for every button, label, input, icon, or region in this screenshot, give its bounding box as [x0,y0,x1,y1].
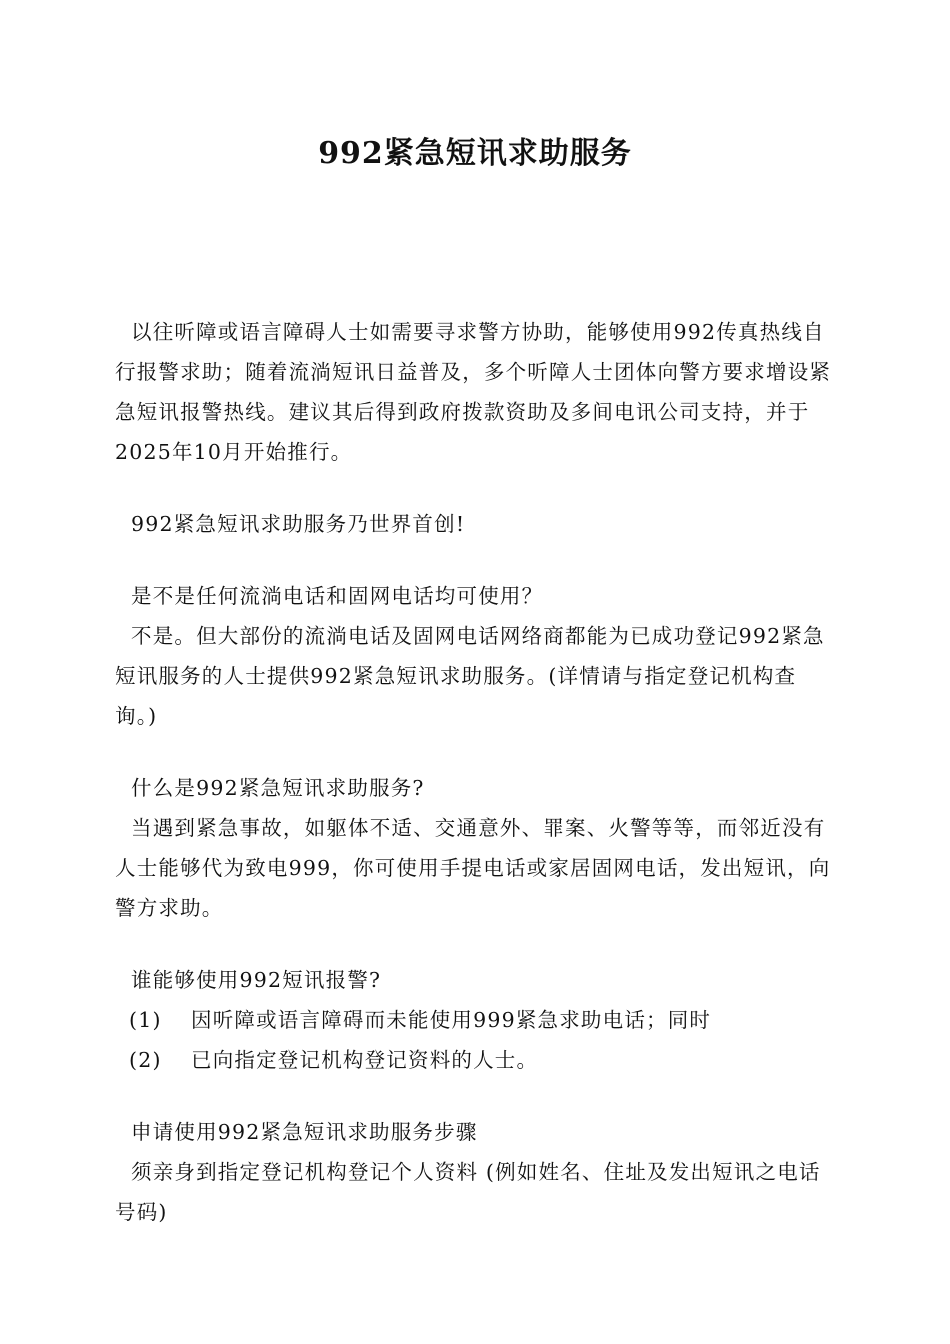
faq4-answer: 须亲身到指定登记机构登记个人资料 (例如姓名、住址及发出短讯之电话号码) [115,1160,821,1224]
faq3-question: 谁能够使用992短讯报警? [131,968,382,992]
paragraph-gap [115,928,837,960]
list-item-number: (1) [129,1008,162,1032]
intro-paragraph: 以往听障或语言障碍人士如需要寻求警方协助，能够使用992传真热线自行报警求助；随着流淌短讯日益普及，多个听障人士团体向警方要求增设紧急短讯报警热线。建议其后得到政府拨款资助及多间电讯公司支持，并于2025年10月开始推行。 [115,320,832,464]
paragraph-gap [115,736,837,768]
faq1-question: 是不是任何流淌电话和固网电话均可使用？ [131,584,544,608]
list-item-text: 因听障或语言障碍而未能使用999紧急求助电话；同时 [191,1008,712,1032]
document-title: 992紧急短讯求助服务 [318,136,632,172]
paragraph-gap [115,1080,837,1112]
world-first-paragraph: 992紧急短讯求助服务乃世界首创! [131,512,466,536]
paragraph-gap [115,544,837,576]
list-item [115,1000,837,1040]
faq2-answer: 当遇到紧急事故，如躯体不适、交通意外、罪案、火警等等，而邻近没有人士能够代为致电999，你可使用手提电话或家居固网电话，发出短讯，向警方求助。 [115,816,831,920]
list-item-number: (2) [129,1048,162,1072]
faq2-question: 什么是992紧急短讯求助服务? [131,776,425,800]
document-body [115,312,837,1232]
faq4-question: 申请使用992紧急短讯求助服务步骤 [131,1120,478,1144]
list-item [115,1040,837,1080]
list-item-text: 已向指定登记机构登记资料的人士。 [191,1048,539,1072]
faq1-answer: 不是。但大部份的流淌电话及固网电话网络商都能为已成功登记992紧急短讯服务的人士提供992紧急短讯求助服务。(详情请与指定登记机构查询。) [115,624,825,728]
paragraph-gap [115,472,837,504]
